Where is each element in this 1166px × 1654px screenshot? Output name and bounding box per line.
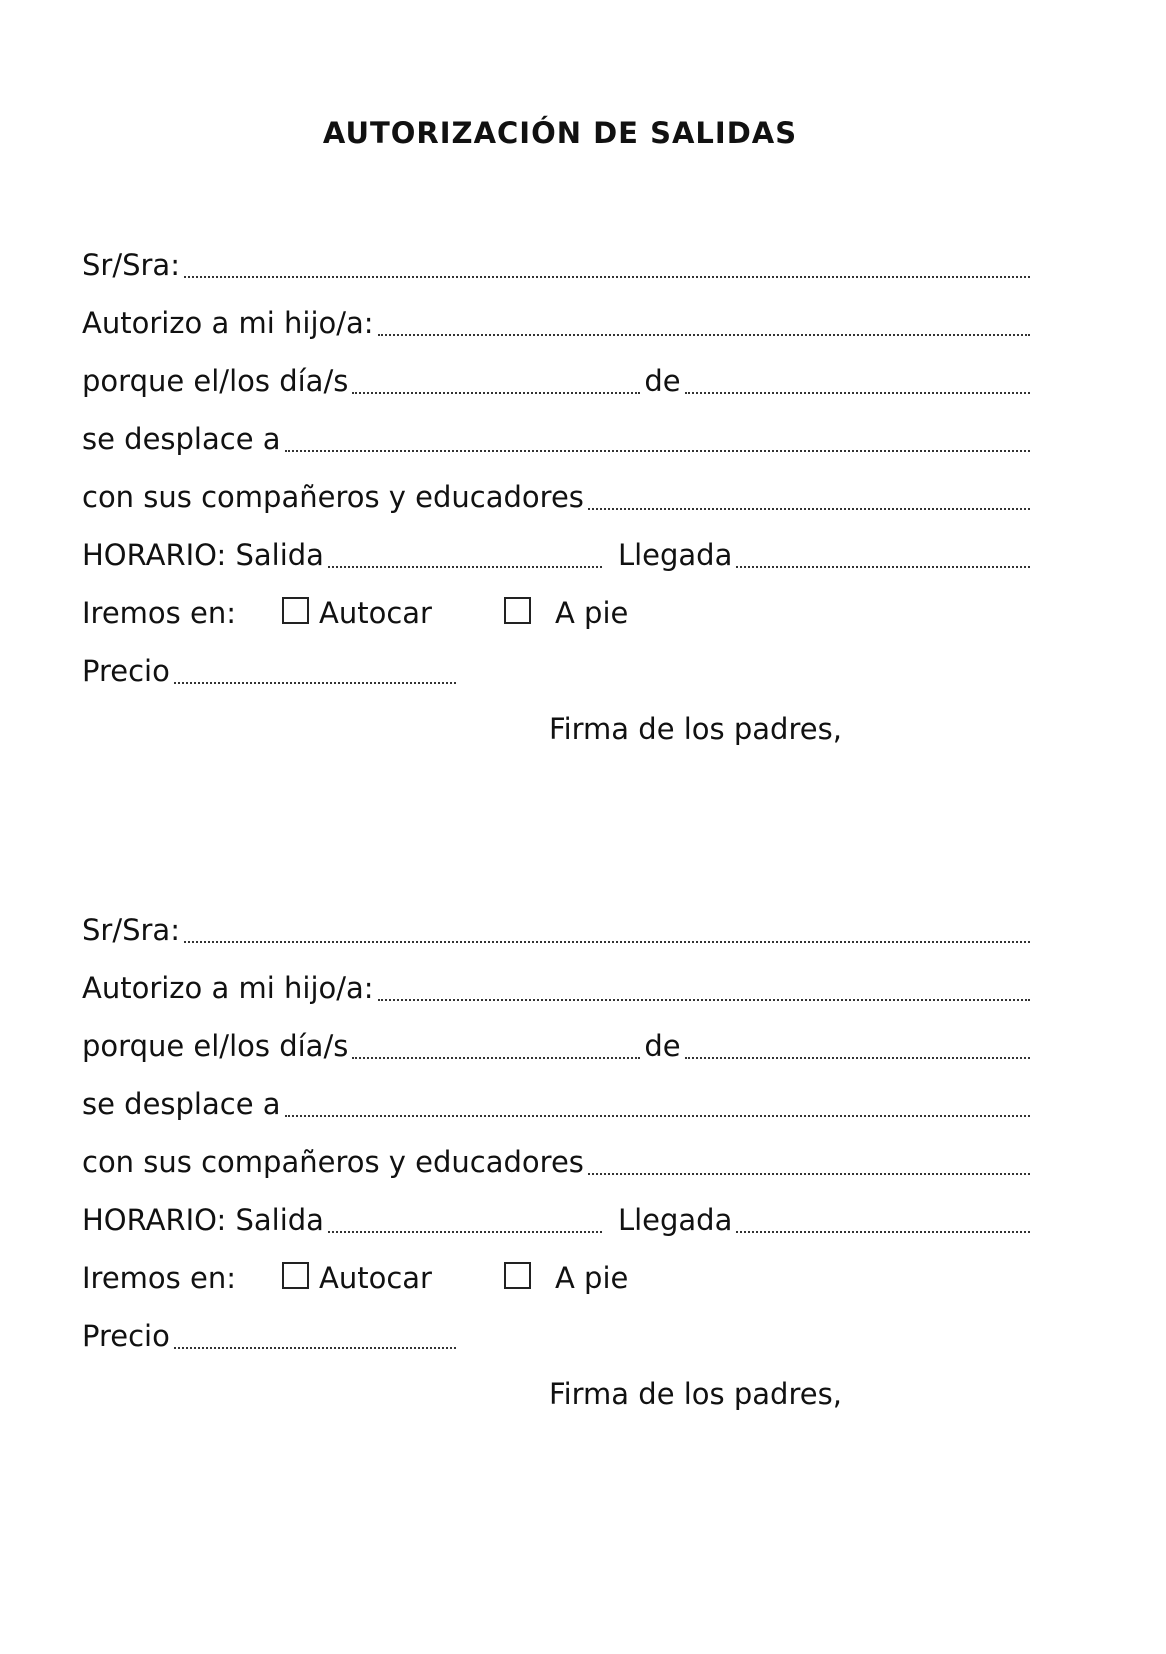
apie-checkbox[interactable]	[504, 597, 531, 624]
autorizo-label: Autorizo a mi hijo/a:	[82, 306, 374, 340]
destination-field[interactable]	[285, 450, 1030, 452]
horario-row	[82, 520, 1034, 578]
sr-label: Sr/Sra:	[82, 248, 180, 282]
desplace-row	[82, 1069, 1034, 1127]
sr-field[interactable]	[184, 276, 1030, 278]
document-title: AUTORIZACIÓN DE SALIDAS	[322, 116, 798, 150]
llegada-label: Llegada	[617, 1203, 733, 1237]
dias-row	[82, 1011, 1034, 1069]
precio-label: Precio	[82, 654, 170, 688]
dias-row	[82, 346, 1034, 404]
days-field[interactable]	[352, 392, 640, 394]
iremos-label: Iremos en:	[82, 596, 236, 630]
precio-row	[82, 1301, 1034, 1359]
dias-label: porque el/los día/s	[82, 364, 349, 398]
sr-row	[82, 895, 1034, 953]
horario-label: HORARIO: Salida	[82, 1203, 324, 1237]
companions-field[interactable]	[588, 1173, 1030, 1175]
apie-label: A pie	[554, 1261, 629, 1295]
companions-field[interactable]	[588, 508, 1030, 510]
arrival-time-field[interactable]	[736, 1231, 1030, 1233]
child-name-field[interactable]	[378, 999, 1030, 1001]
iremos-label: Iremos en:	[82, 1261, 236, 1295]
precio-row	[82, 636, 1034, 694]
de-label: de	[644, 364, 681, 398]
autorizo-label: Autorizo a mi hijo/a:	[82, 971, 374, 1005]
sr-field[interactable]	[184, 941, 1030, 943]
desplace-row	[82, 404, 1034, 462]
departure-time-field[interactable]	[328, 566, 602, 568]
child-name-field[interactable]	[378, 334, 1030, 336]
desplace-label: se desplace a	[82, 422, 281, 456]
autocar-checkbox[interactable]	[282, 597, 309, 624]
de-label: de	[644, 1029, 681, 1063]
signature-row	[82, 1359, 1034, 1417]
desplace-label: se desplace a	[82, 1087, 281, 1121]
sr-row	[82, 230, 1034, 288]
sr-label: Sr/Sra:	[82, 913, 180, 947]
horario-label: HORARIO: Salida	[82, 538, 324, 572]
companeros-label: con sus compañeros y educadores	[82, 480, 584, 514]
companeros-row	[82, 462, 1034, 520]
autocar-label: Autocar	[319, 1261, 432, 1295]
arrival-time-field[interactable]	[736, 566, 1030, 568]
apie-label: A pie	[554, 596, 629, 630]
precio-label: Precio	[82, 1319, 170, 1353]
authorization-form-1	[82, 230, 1034, 752]
price-field[interactable]	[174, 682, 456, 684]
autorizo-row	[82, 953, 1034, 1011]
autocar-checkbox[interactable]	[282, 1262, 309, 1289]
month-field[interactable]	[685, 1057, 1030, 1059]
iremos-row	[82, 578, 1034, 636]
companeros-row	[82, 1127, 1034, 1185]
horario-row	[82, 1185, 1034, 1243]
price-field[interactable]	[174, 1347, 456, 1349]
signature-row	[82, 694, 1034, 752]
autocar-label: Autocar	[319, 596, 432, 630]
firma-label: Firma de los padres,	[549, 712, 842, 746]
iremos-row	[82, 1243, 1034, 1301]
autorizo-row	[82, 288, 1034, 346]
firma-label: Firma de los padres,	[549, 1377, 842, 1411]
apie-checkbox[interactable]	[504, 1262, 531, 1289]
authorization-form-2	[82, 895, 1034, 1417]
dias-label: porque el/los día/s	[82, 1029, 349, 1063]
days-field[interactable]	[352, 1057, 640, 1059]
llegada-label: Llegada	[617, 538, 733, 572]
month-field[interactable]	[685, 392, 1030, 394]
departure-time-field[interactable]	[328, 1231, 602, 1233]
destination-field[interactable]	[285, 1115, 1030, 1117]
companeros-label: con sus compañeros y educadores	[82, 1145, 584, 1179]
